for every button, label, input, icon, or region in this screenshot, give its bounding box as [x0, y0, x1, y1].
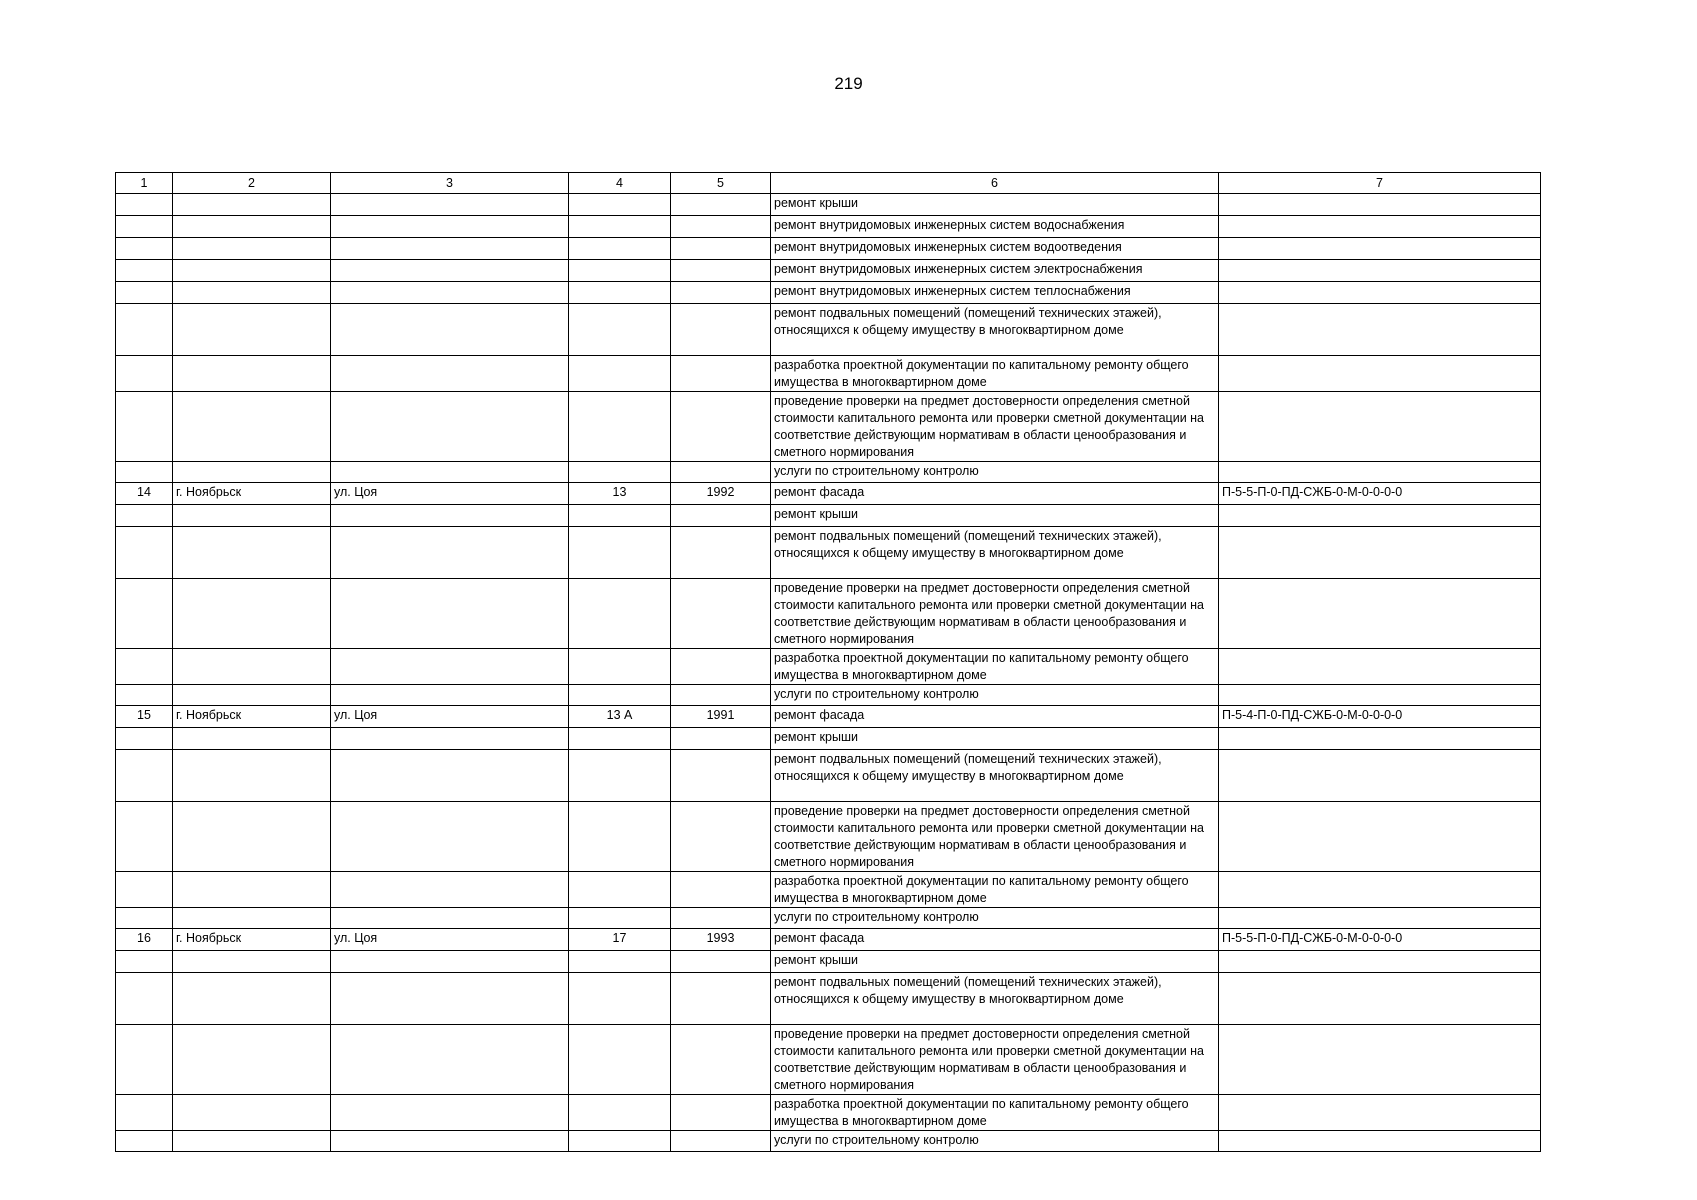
- table-row: [116, 527, 1541, 579]
- row-number-cell: [116, 802, 173, 872]
- house-number-cell: [569, 356, 671, 392]
- street-cell: [331, 238, 569, 260]
- row-number-cell: [116, 750, 173, 802]
- row-number-cell: [116, 872, 173, 908]
- column-header-7: 7: [1219, 173, 1541, 194]
- street-cell: [331, 356, 569, 392]
- house-number-cell: [569, 505, 671, 527]
- building-code-cell: [1219, 728, 1541, 750]
- year-built-cell: [671, 951, 771, 973]
- city-cell: г. Ноябрьск: [173, 706, 331, 728]
- work-type-cell: ремонт фасада: [771, 483, 1219, 505]
- street-cell: [331, 728, 569, 750]
- building-code-cell: П-5-5-П-0-ПД-СЖБ-0-М-0-0-0-0: [1219, 929, 1541, 951]
- house-number-cell: [569, 685, 671, 706]
- house-number-cell: [569, 527, 671, 579]
- city-cell: [173, 728, 331, 750]
- city-cell: [173, 685, 331, 706]
- row-number-cell: [116, 260, 173, 282]
- table-row: [116, 750, 1541, 802]
- building-code-cell: [1219, 505, 1541, 527]
- city-cell: [173, 505, 331, 527]
- table-row: [116, 282, 1541, 304]
- table-row: [116, 706, 1541, 728]
- repair-register-table: [115, 172, 1541, 1152]
- street-cell: [331, 750, 569, 802]
- building-code-cell: [1219, 1095, 1541, 1131]
- city-cell: [173, 194, 331, 216]
- row-number-cell: [116, 505, 173, 527]
- work-type-cell: ремонт внутридомовых инженерных систем водоснабжения: [771, 216, 1219, 238]
- year-built-cell: [671, 282, 771, 304]
- work-type-cell: ремонт внутридомовых инженерных систем электроснабжения: [771, 260, 1219, 282]
- year-built-cell: [671, 649, 771, 685]
- street-cell: ул. Цоя: [331, 929, 569, 951]
- house-number-cell: [569, 1095, 671, 1131]
- house-number-cell: [569, 908, 671, 929]
- house-number-cell: [569, 1131, 671, 1152]
- work-type-cell: разработка проектной документации по капитальному ремонту общего имущества в многоквартирном доме: [771, 356, 1219, 392]
- building-code-cell: [1219, 973, 1541, 1025]
- city-cell: [173, 973, 331, 1025]
- house-number-cell: [569, 260, 671, 282]
- row-number-cell: [116, 951, 173, 973]
- city-cell: [173, 872, 331, 908]
- column-header-3: 3: [331, 173, 569, 194]
- work-type-cell: ремонт крыши: [771, 728, 1219, 750]
- city-cell: [173, 238, 331, 260]
- table-row: [116, 973, 1541, 1025]
- work-type-cell: ремонт фасада: [771, 706, 1219, 728]
- table-row: [116, 1131, 1541, 1152]
- year-built-cell: [671, 973, 771, 1025]
- row-number-cell: 15: [116, 706, 173, 728]
- column-header-4: 4: [569, 173, 671, 194]
- table-row: [116, 216, 1541, 238]
- table-header-row: [116, 173, 1541, 194]
- work-type-cell: услуги по строительному контролю: [771, 462, 1219, 483]
- row-number-cell: [116, 1025, 173, 1095]
- building-code-cell: [1219, 649, 1541, 685]
- house-number-cell: [569, 282, 671, 304]
- house-number-cell: [569, 1025, 671, 1095]
- building-code-cell: П-5-4-П-0-ПД-СЖБ-0-М-0-0-0-0: [1219, 706, 1541, 728]
- city-cell: [173, 216, 331, 238]
- year-built-cell: [671, 908, 771, 929]
- year-built-cell: [671, 1095, 771, 1131]
- work-type-cell: разработка проектной документации по капитальному ремонту общего имущества в многоквартирном доме: [771, 1095, 1219, 1131]
- table-row: [116, 649, 1541, 685]
- work-type-cell: ремонт подвальных помещений (помещений технических этажей), относящихся к общему имуществу в многоквартирном доме: [771, 750, 1219, 802]
- row-number-cell: [116, 973, 173, 1025]
- row-number-cell: 16: [116, 929, 173, 951]
- building-code-cell: П-5-5-П-0-ПД-СЖБ-0-М-0-0-0-0: [1219, 483, 1541, 505]
- year-built-cell: [671, 872, 771, 908]
- year-built-cell: [671, 194, 771, 216]
- work-type-cell: проведение проверки на предмет достоверности определения сметной стоимости капитального ремонта или проверки сметной документации на соответствие действующим нормативам в области ценообразования и сметного нормирования: [771, 1025, 1219, 1095]
- city-cell: [173, 1025, 331, 1095]
- city-cell: [173, 260, 331, 282]
- work-type-cell: проведение проверки на предмет достоверности определения сметной стоимости капитального ремонта или проверки сметной документации на соответствие действующим нормативам в области ценообразования и сметного нормирования: [771, 392, 1219, 462]
- house-number-cell: 17: [569, 929, 671, 951]
- work-type-cell: проведение проверки на предмет достоверности определения сметной стоимости капитального ремонта или проверки сметной документации на соответствие действующим нормативам в области ценообразования и сметного нормирования: [771, 579, 1219, 649]
- year-built-cell: [671, 238, 771, 260]
- work-type-cell: ремонт фасада: [771, 929, 1219, 951]
- row-number-cell: [116, 1095, 173, 1131]
- house-number-cell: [569, 973, 671, 1025]
- work-type-cell: ремонт крыши: [771, 951, 1219, 973]
- table-row: [116, 392, 1541, 462]
- year-built-cell: [671, 356, 771, 392]
- house-number-cell: [569, 802, 671, 872]
- table-body: [116, 194, 1541, 1152]
- table-row: [116, 872, 1541, 908]
- building-code-cell: [1219, 951, 1541, 973]
- row-number-cell: [116, 728, 173, 750]
- house-number-cell: [569, 238, 671, 260]
- building-code-cell: [1219, 304, 1541, 356]
- row-number-cell: [116, 194, 173, 216]
- building-code-cell: [1219, 579, 1541, 649]
- city-cell: [173, 392, 331, 462]
- year-built-cell: 1991: [671, 706, 771, 728]
- street-cell: [331, 260, 569, 282]
- work-type-cell: ремонт подвальных помещений (помещений технических этажей), относящихся к общему имуществу в многоквартирном доме: [771, 527, 1219, 579]
- city-cell: г. Ноябрьск: [173, 483, 331, 505]
- row-number-cell: [116, 462, 173, 483]
- year-built-cell: [671, 304, 771, 356]
- year-built-cell: [671, 260, 771, 282]
- table-row: [116, 260, 1541, 282]
- house-number-cell: [569, 579, 671, 649]
- year-built-cell: [671, 1131, 771, 1152]
- building-code-cell: [1219, 872, 1541, 908]
- work-type-cell: услуги по строительному контролю: [771, 1131, 1219, 1152]
- column-header-6: 6: [771, 173, 1219, 194]
- row-number-cell: [116, 685, 173, 706]
- street-cell: [331, 649, 569, 685]
- row-number-cell: [116, 649, 173, 685]
- building-code-cell: [1219, 260, 1541, 282]
- building-code-cell: [1219, 194, 1541, 216]
- street-cell: [331, 282, 569, 304]
- year-built-cell: [671, 462, 771, 483]
- table-row: [116, 579, 1541, 649]
- city-cell: [173, 579, 331, 649]
- work-type-cell: ремонт подвальных помещений (помещений технических этажей), относящихся к общему имуществу в многоквартирном доме: [771, 304, 1219, 356]
- street-cell: [331, 872, 569, 908]
- city-cell: [173, 1131, 331, 1152]
- column-header-1: 1: [116, 173, 173, 194]
- year-built-cell: [671, 750, 771, 802]
- work-type-cell: ремонт внутридомовых инженерных систем теплоснабжения: [771, 282, 1219, 304]
- street-cell: [331, 802, 569, 872]
- table-row: [116, 929, 1541, 951]
- table-row: [116, 908, 1541, 929]
- street-cell: [331, 1095, 569, 1131]
- building-code-cell: [1219, 685, 1541, 706]
- year-built-cell: 1993: [671, 929, 771, 951]
- table-row: [116, 951, 1541, 973]
- row-number-cell: 14: [116, 483, 173, 505]
- city-cell: г. Ноябрьск: [173, 929, 331, 951]
- house-number-cell: [569, 304, 671, 356]
- house-number-cell: [569, 728, 671, 750]
- row-number-cell: [116, 392, 173, 462]
- year-built-cell: [671, 579, 771, 649]
- house-number-cell: [569, 392, 671, 462]
- house-number-cell: [569, 194, 671, 216]
- work-type-cell: ремонт внутридомовых инженерных систем водоотведения: [771, 238, 1219, 260]
- work-type-cell: ремонт крыши: [771, 505, 1219, 527]
- building-code-cell: [1219, 1131, 1541, 1152]
- building-code-cell: [1219, 750, 1541, 802]
- street-cell: [331, 527, 569, 579]
- row-number-cell: [116, 304, 173, 356]
- street-cell: [331, 951, 569, 973]
- work-type-cell: услуги по строительному контролю: [771, 685, 1219, 706]
- house-number-cell: [569, 216, 671, 238]
- house-number-cell: 13 А: [569, 706, 671, 728]
- row-number-cell: [116, 1131, 173, 1152]
- table-row: [116, 483, 1541, 505]
- year-built-cell: [671, 728, 771, 750]
- street-cell: [331, 505, 569, 527]
- street-cell: [331, 462, 569, 483]
- row-number-cell: [116, 356, 173, 392]
- building-code-cell: [1219, 462, 1541, 483]
- city-cell: [173, 649, 331, 685]
- house-number-cell: 13: [569, 483, 671, 505]
- year-built-cell: [671, 505, 771, 527]
- work-type-cell: разработка проектной документации по капитальному ремонту общего имущества в многоквартирном доме: [771, 649, 1219, 685]
- row-number-cell: [116, 579, 173, 649]
- column-header-2: 2: [173, 173, 331, 194]
- street-cell: [331, 1131, 569, 1152]
- table-row: [116, 356, 1541, 392]
- house-number-cell: [569, 750, 671, 802]
- table-row: [116, 1095, 1541, 1131]
- row-number-cell: [116, 527, 173, 579]
- city-cell: [173, 304, 331, 356]
- page-number: 219: [834, 74, 863, 93]
- city-cell: [173, 802, 331, 872]
- street-cell: [331, 392, 569, 462]
- street-cell: [331, 304, 569, 356]
- building-code-cell: [1219, 392, 1541, 462]
- row-number-cell: [116, 282, 173, 304]
- table-row: [116, 802, 1541, 872]
- street-cell: [331, 973, 569, 1025]
- year-built-cell: [671, 392, 771, 462]
- table-row: [116, 505, 1541, 527]
- street-cell: [331, 1025, 569, 1095]
- table-row: [116, 462, 1541, 483]
- building-code-cell: [1219, 356, 1541, 392]
- row-number-cell: [116, 908, 173, 929]
- work-type-cell: проведение проверки на предмет достоверности определения сметной стоимости капитального ремонта или проверки сметной документации на соответствие действующим нормативам в области ценообразования и сметного нормирования: [771, 802, 1219, 872]
- city-cell: [173, 356, 331, 392]
- year-built-cell: [671, 216, 771, 238]
- city-cell: [173, 1095, 331, 1131]
- work-type-cell: ремонт крыши: [771, 194, 1219, 216]
- building-code-cell: [1219, 282, 1541, 304]
- street-cell: [331, 216, 569, 238]
- city-cell: [173, 527, 331, 579]
- column-header-5: 5: [671, 173, 771, 194]
- year-built-cell: [671, 527, 771, 579]
- street-cell: ул. Цоя: [331, 706, 569, 728]
- row-number-cell: [116, 216, 173, 238]
- table-row: [116, 685, 1541, 706]
- work-type-cell: ремонт подвальных помещений (помещений технических этажей), относящихся к общему имуществу в многоквартирном доме: [771, 973, 1219, 1025]
- building-code-cell: [1219, 908, 1541, 929]
- table-row: [116, 304, 1541, 356]
- row-number-cell: [116, 238, 173, 260]
- street-cell: [331, 908, 569, 929]
- city-cell: [173, 951, 331, 973]
- building-code-cell: [1219, 216, 1541, 238]
- street-cell: [331, 194, 569, 216]
- city-cell: [173, 282, 331, 304]
- year-built-cell: [671, 1025, 771, 1095]
- street-cell: [331, 579, 569, 649]
- table-row: [116, 194, 1541, 216]
- house-number-cell: [569, 462, 671, 483]
- city-cell: [173, 908, 331, 929]
- house-number-cell: [569, 872, 671, 908]
- building-code-cell: [1219, 527, 1541, 579]
- building-code-cell: [1219, 1025, 1541, 1095]
- table-row: [116, 728, 1541, 750]
- table-row: [116, 238, 1541, 260]
- house-number-cell: [569, 649, 671, 685]
- work-type-cell: услуги по строительному контролю: [771, 908, 1219, 929]
- table-row: [116, 1025, 1541, 1095]
- house-number-cell: [569, 951, 671, 973]
- building-code-cell: [1219, 238, 1541, 260]
- city-cell: [173, 462, 331, 483]
- work-type-cell: разработка проектной документации по капитальному ремонту общего имущества в многоквартирном доме: [771, 872, 1219, 908]
- year-built-cell: 1992: [671, 483, 771, 505]
- year-built-cell: [671, 685, 771, 706]
- building-code-cell: [1219, 802, 1541, 872]
- year-built-cell: [671, 802, 771, 872]
- street-cell: [331, 685, 569, 706]
- street-cell: ул. Цоя: [331, 483, 569, 505]
- city-cell: [173, 750, 331, 802]
